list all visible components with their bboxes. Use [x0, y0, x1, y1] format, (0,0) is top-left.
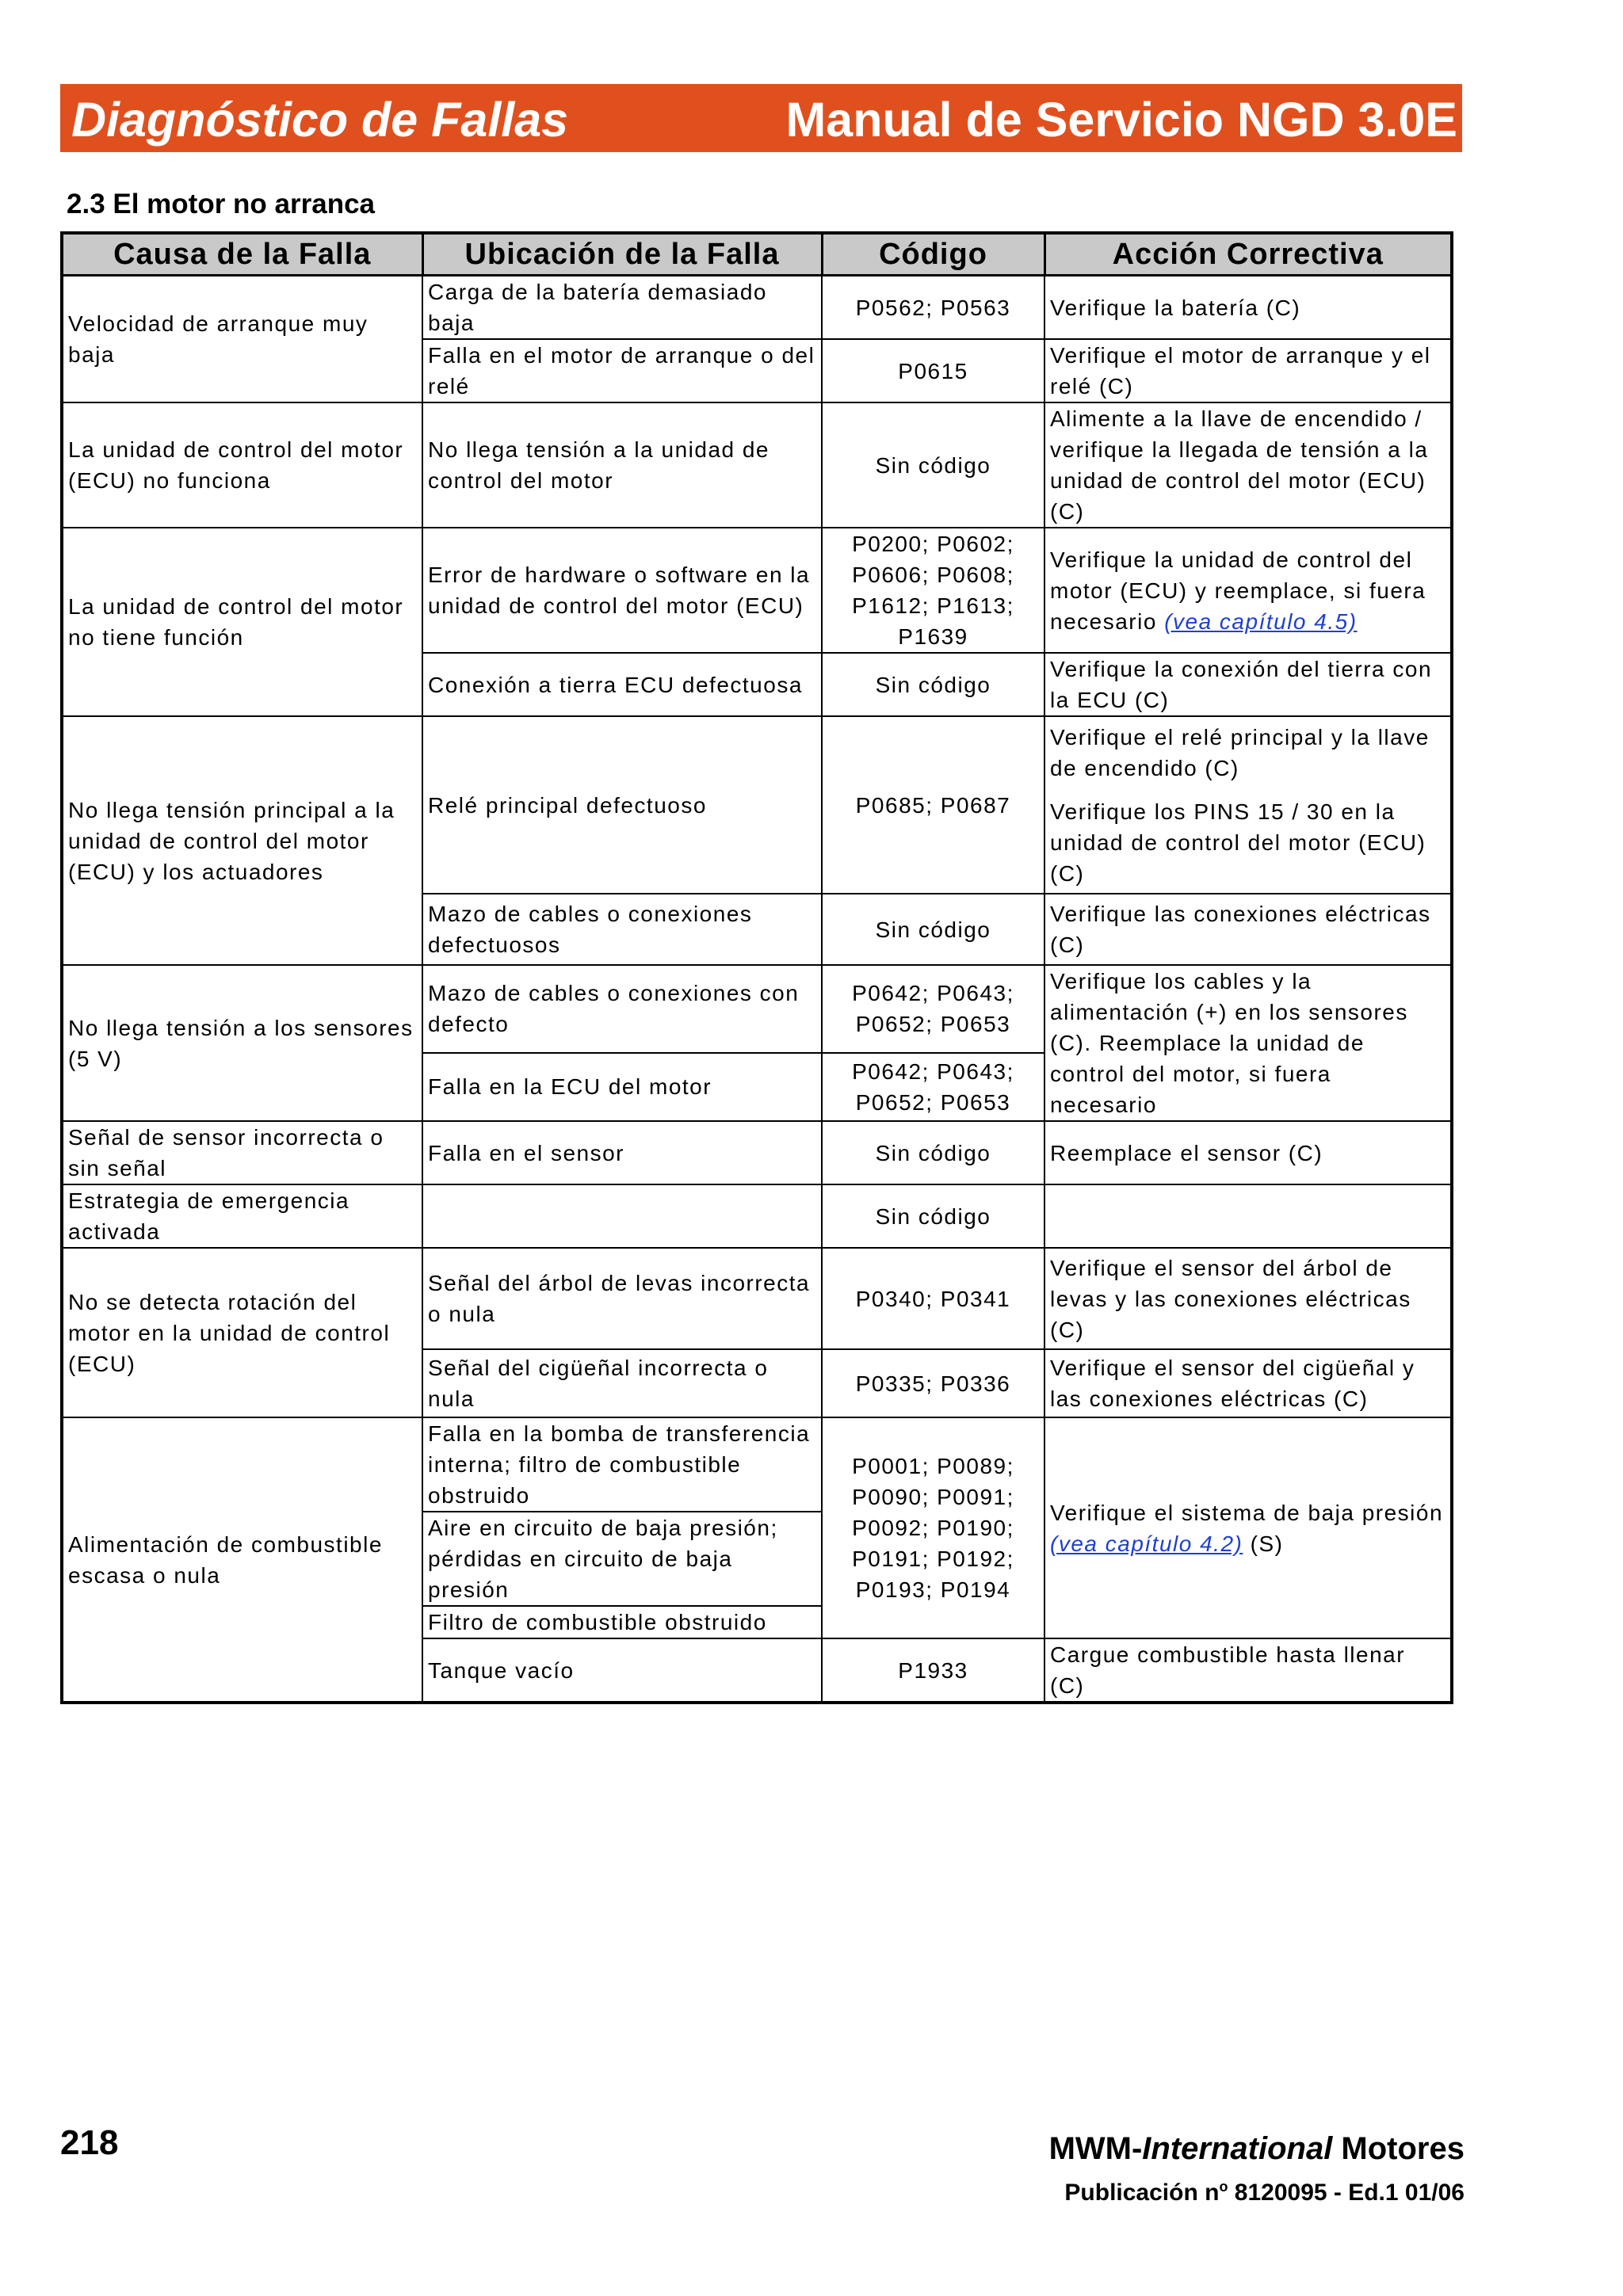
- brand-suffix: Motores: [1332, 2131, 1465, 2166]
- table-row: [62, 402, 1452, 528]
- publication-line: [1064, 2179, 1465, 2206]
- column-header-action: Acción Correctiva: [1044, 233, 1452, 276]
- action-cell: Verifique el motor de arranque y el relé (C): [1044, 339, 1452, 402]
- code-cell: Sin código: [822, 1184, 1044, 1248]
- code-cell: Sin código: [822, 402, 1044, 528]
- section-title: 2.3 El motor no arranca: [67, 189, 376, 219]
- table-header-row: [62, 233, 1452, 276]
- header-right-title: Manual de Servicio NGD 3.0E: [785, 93, 1457, 147]
- table-row: [62, 1417, 1452, 1512]
- brand-italic: International: [1142, 2131, 1333, 2166]
- location-cell: Carga de la batería demasiado baja: [422, 276, 822, 340]
- cause-cell: La unidad de control del motor no tiene función: [62, 528, 422, 716]
- location-cell: Mazo de cables o conexiones defectuosos: [422, 894, 822, 965]
- header-left-title: Diagnóstico de Fallas: [71, 93, 569, 147]
- cause-cell: No llega tensión principal a la unidad de control del motor (ECU) y los actuadores: [62, 716, 422, 965]
- location-cell: Falla en el sensor: [422, 1121, 822, 1184]
- table-row: [62, 276, 1452, 340]
- fault-table: [60, 231, 1453, 1704]
- code-cell: Sin código: [822, 1121, 1044, 1184]
- table-row: [62, 1184, 1452, 1248]
- action-text: Verifique el relé principal y la llave de encendido (C): [1050, 724, 1430, 780]
- action-cell: [1044, 716, 1452, 894]
- table-row: [62, 528, 1452, 653]
- action-text: Verifique la unidad de control del motor (ECU) y reemplace, si fuera necesario: [1050, 547, 1426, 634]
- column-header-cause: Causa de la Falla: [62, 233, 422, 276]
- chapter-link[interactable]: (vea capítulo 4.5): [1164, 608, 1358, 634]
- code-cell: Sin código: [822, 894, 1044, 965]
- code-cell: P0642; P0643; P0652; P0653: [822, 965, 1044, 1053]
- code-cell: P0340; P0341: [822, 1248, 1044, 1349]
- table-row: [62, 1248, 1452, 1349]
- publication-sup: o: [1219, 2179, 1228, 2195]
- action-cell: Verifique la conexión del tierra con la ECU (C): [1044, 653, 1452, 716]
- location-cell: Error de hardware o software en la unidad de control del motor (ECU): [422, 528, 822, 653]
- cause-cell: La unidad de control del motor (ECU) no funciona: [62, 402, 422, 528]
- cause-cell: Estrategia de emergencia activada: [62, 1184, 422, 1248]
- location-cell: No llega tensión a la unidad de control del motor: [422, 402, 822, 528]
- action-cell: Verifique las conexiones eléctricas (C): [1044, 894, 1452, 965]
- code-cell: P0685; P0687: [822, 716, 1044, 894]
- table-row: [62, 1121, 1452, 1184]
- action-cell: Verifique los cables y la alimentación (+) en los sensores (C). Reemplace la unidad de control del motor, si fuera necesario: [1044, 965, 1452, 1121]
- action-cell: [1044, 528, 1452, 653]
- location-cell: Señal del cigüeñal incorrecta o nula: [422, 1349, 822, 1417]
- publication-suffix: 8120095 - Ed.1 01/06: [1228, 2180, 1465, 2206]
- location-cell: Señal del árbol de levas incorrecta o nula: [422, 1248, 822, 1349]
- code-cell: P0200; P0602; P0606; P0608; P1612; P1613; P1639: [822, 528, 1044, 653]
- code-cell: P0642; P0643; P0652; P0653: [822, 1053, 1044, 1121]
- action-cell: [1044, 1184, 1452, 1248]
- code-cell: P0001; P0089; P0090; P0091; P0092; P0190; P0191; P0192; P0193; P0194: [822, 1417, 1044, 1638]
- table-row: [62, 716, 1452, 894]
- page-number: 218: [60, 2123, 119, 2162]
- location-cell: [422, 1184, 822, 1248]
- location-cell: Aire en circuito de baja presión; pérdidas en circuito de baja presión: [422, 1512, 822, 1606]
- cause-cell: Alimentación de combustible escasa o nula: [62, 1417, 422, 1703]
- action-text: Verifique el sistema de baja presión: [1050, 1500, 1444, 1525]
- action-cell: Cargue combustible hasta llenar (C): [1044, 1638, 1452, 1703]
- cause-cell: No se detecta rotación del motor en la unidad de control (ECU): [62, 1248, 422, 1417]
- action-suffix: (S): [1250, 1531, 1284, 1556]
- header-bar: [60, 84, 1462, 152]
- code-cell: Sin código: [822, 653, 1044, 716]
- brand-name: [1049, 2131, 1465, 2167]
- column-header-code: Código: [822, 233, 1044, 276]
- location-cell: Filtro de combustible obstruido: [422, 1606, 822, 1638]
- location-cell: Conexión a tierra ECU defectuosa: [422, 653, 822, 716]
- action-cell: Verifique el sensor del cigüeñal y las conexiones eléctricas (C): [1044, 1349, 1452, 1417]
- publication-prefix: Publicación n: [1064, 2180, 1220, 2206]
- action-cell: [1044, 1417, 1452, 1638]
- action-cell: Verifique el sensor del árbol de levas y las conexiones eléctricas (C): [1044, 1248, 1452, 1349]
- location-cell: Falla en la bomba de transferencia interna; filtro de combustible obstruido: [422, 1417, 822, 1512]
- code-cell: P1933: [822, 1638, 1044, 1703]
- cause-cell: Señal de sensor incorrecta o sin señal: [62, 1121, 422, 1184]
- chapter-link[interactable]: (vea capítulo 4.2): [1050, 1531, 1243, 1556]
- action-text-secondary: Verifique los PINS 15 / 30 en la unidad de control del motor (ECU) (C): [1050, 799, 1426, 886]
- table-row: [62, 965, 1452, 1053]
- code-cell: P0562; P0563: [822, 276, 1044, 340]
- column-header-location: Ubicación de la Falla: [422, 233, 822, 276]
- action-cell: Alimente a la llave de encendido / verifique la llegada de tensión a la unidad de control del motor (ECU) (C): [1044, 402, 1452, 528]
- location-cell: Falla en la ECU del motor: [422, 1053, 822, 1121]
- location-cell: Tanque vacío: [422, 1638, 822, 1703]
- location-cell: Relé principal defectuoso: [422, 716, 822, 894]
- location-cell: Mazo de cables o conexiones con defecto: [422, 965, 822, 1053]
- location-cell: Falla en el motor de arranque o del relé: [422, 339, 822, 402]
- cause-cell: Velocidad de arranque muy baja: [62, 276, 422, 403]
- action-cell: Reemplace el sensor (C): [1044, 1121, 1452, 1184]
- brand-prefix: MWM-: [1048, 2131, 1143, 2166]
- code-cell: P0615: [822, 339, 1044, 402]
- action-cell: Verifique la batería (C): [1044, 276, 1452, 340]
- cause-cell: No llega tensión a los sensores (5 V): [62, 965, 422, 1121]
- code-cell: P0335; P0336: [822, 1349, 1044, 1417]
